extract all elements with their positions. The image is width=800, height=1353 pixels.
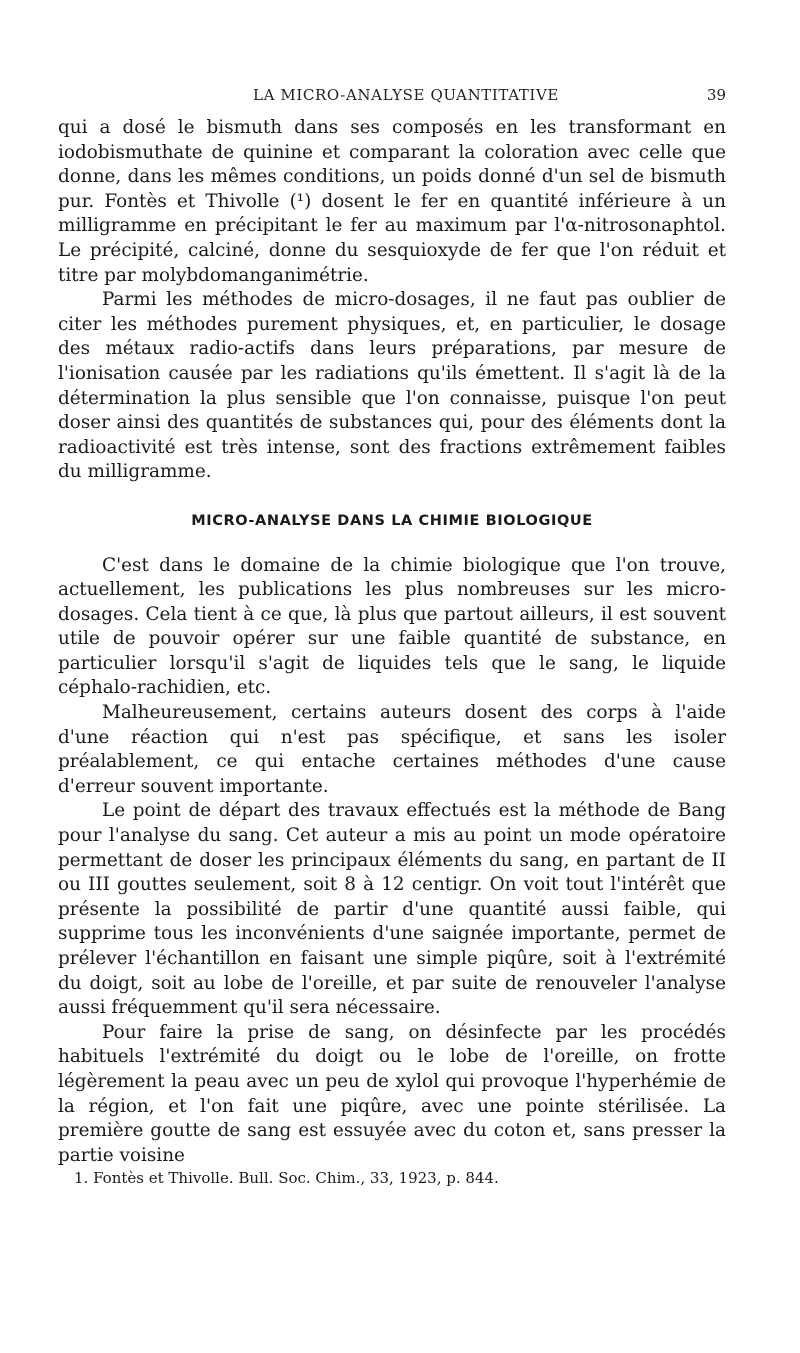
running-head	[86, 86, 726, 108]
footnote: 1. Fontès et Thivolle. Bull. Soc. Chim., 33, 1923, p. 844.	[74, 1169, 499, 1187]
section-heading: MICRO-ANALYSE DANS LA CHIMIE BIOLOGIQUE	[191, 512, 593, 529]
running-title: LA MICRO-ANALYSE QUANTITATIVE	[253, 86, 559, 104]
page-number: 39	[706, 86, 726, 104]
paragraph-4: Malheureusement, certains auteurs dosent des corps à l'aide d'une réaction qui n'est pas spécifique, et sans les isoler préalablement, ce qui entache certaines méthodes d'une cause d'erreur souvent importante.	[58, 702, 726, 797]
paragraph-3: C'est dans le domaine de la chimie biologique que l'on trouve, actuellement, les publications les plus nombreuses sur les micro-dosages. Cela tient à ce que, là plus que partout ailleurs, il est souvent utile de pouvoir opérer sur une faible quantité de substance, en particulier lorsqu'il s'agit de liquides tels que le sang, le liquide céphalo-rachidien, etc.	[58, 554, 726, 699]
body-text	[58, 116, 726, 1168]
paragraph-2: Parmi les méthodes de micro-dosages, il ne faut pas oublier de citer les méthodes purement physiques, et, en particulier, le dosage des métaux radio-actifs dans leurs préparations, par mesure de l'ionisation causée par les radiations qu'ils émettent. Il s'agit là de la détermination la plus sensible que l'on connaisse, puisque l'on peut doser ainsi des quantités de substances qui, pour des éléments dont la radioactivité est très intense, sont des fractions extrêmement faibles du milligramme.	[58, 289, 726, 483]
paragraph-5: Le point de départ des travaux effectués est la méthode de Bang pour l'analyse du sang. Cet auteur a mis au point un mode opératoire permettant de doser les principaux éléments du sang, en partant de II ou III gouttes seulement, soit 8 à 12 centigr. On voit tout l'intérêt que présente la possibilité de partir d'une quantité aussi faible, qui supprime tous les inconvénients d'une saignée importante, permet de prélever l'échantillon en faisant une simple piqûre, soit à l'extrémité du doigt, soit au lobe de l'oreille, et par suite de renouveler l'analyse aussi fréquemment qu'il sera nécessaire.	[58, 800, 726, 1019]
paragraph-1: qui a dosé le bismuth dans ses composés en les transformant en iodobismuthate de quinine et comparant la coloration avec celle que donne, dans les mêmes conditions, un poids donné d'un sel de bismuth pur. Fontès et Thivolle (¹) dosent le fer en quantité inférieure à un milligramme en précipitant le fer au maximum par l'α-nitrosonaphtol. Le précipité, calciné, donne du sesquioxyde de fer que l'on réduit et titre par molybdomanganimétrie.	[58, 117, 726, 286]
paragraph-6: Pour faire la prise de sang, on désinfecte par les procédés habituels l'extrémité du doigt ou le lobe de l'oreille, on frotte légèrement la peau avec un peu de xylol qui provoque l'hyperhémie de la région, et l'on fait une piqûre, avec une pointe stérilisée. La première goutte de sang est essuyée avec du coton et, sans presser la partie voisine	[58, 1021, 726, 1166]
